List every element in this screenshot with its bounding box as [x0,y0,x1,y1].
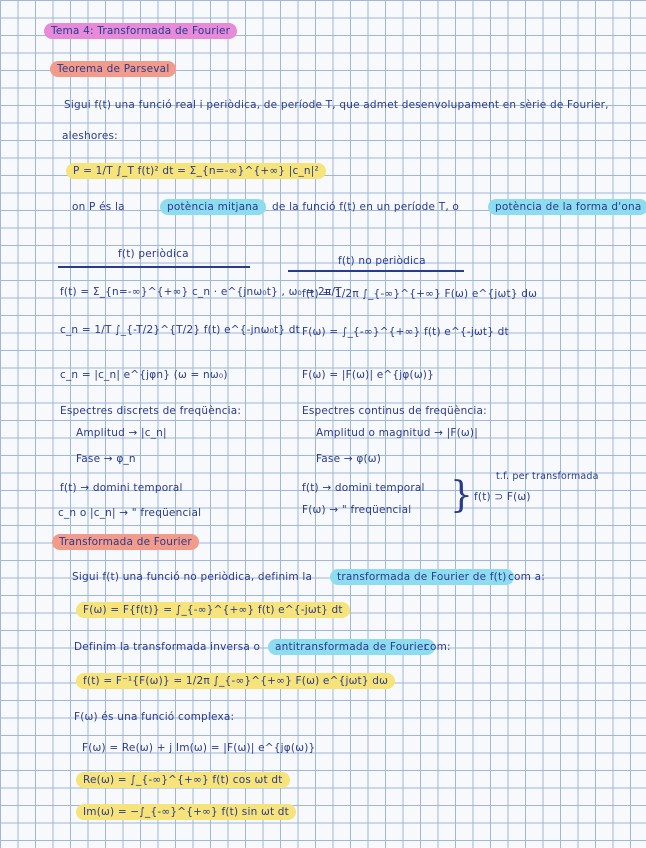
section-heading-fourier: Transformada de Fourier [52,534,199,550]
parseval-formula: P = 1/T ∫_T f(t)² dt = Σ_{n=-∞}^{+∞} |c_n|² [66,163,326,179]
right-row-freq-domain: F(ω) → " freqüencial [302,504,412,516]
right-row-transform: F(ω) = ∫_{-∞}^{+∞} f(t) e^{-jωt} dt [302,326,509,338]
transform-pair-note-small: t.f. per transformada [496,471,599,482]
inverse-line-prefix: Definim la transformada inversa o [74,641,261,653]
intro-line-2: aleshores: [62,130,118,142]
right-header-rule [288,270,464,272]
left-row-coefficient: c_n = 1/T ∫_{-T/2}^{T/2} f(t) e^{-jnω₀t} dt [60,324,300,336]
complex-decomposition-formula: F(ω) = Re(ω) + j Im(ω) = |F(ω)| e^{jφ(ω)} [82,742,316,754]
highlight-antitransform: antitransformada de Fourier [268,639,435,655]
inverse-line-suffix: com: [424,641,451,653]
highlight-mean-power: potència mitjana [160,199,266,215]
left-row-time-domain: f(t) → domini temporal [60,482,183,494]
left-row-spectra-title: Espectres discrets de freqüència: [60,405,242,417]
highlight-fourier-transform: transformada de Fourier de f(t) [330,569,514,585]
page-title: Tema 4: Transformada de Fourier [44,23,237,39]
transform-pair-note: f(t) ⊃ F(ω) [474,491,531,503]
right-row-polar: F(ω) = |F(ω)| e^{jφ(ω)} [302,369,434,381]
complex-function-line: F(ω) és una funció complexa: [74,711,235,723]
right-column-header: f(t) no periòdica [338,255,426,267]
highlight-waveform-power: potència de la forma d'ona [488,199,646,215]
right-row-time-domain: f(t) → domini temporal [302,482,425,494]
section-heading-parseval: Teorema de Parseval [50,61,176,77]
brace-symbol: } [450,475,473,516]
left-row-freq-domain: c_n o |c_n| → " freqüencial [58,507,202,519]
definition-line-prefix: Sigui f(t) una funció no periòdica, definim la [72,571,313,583]
right-row-spectra-title: Espectres continus de freqüència: [302,405,487,417]
left-row-amplitude: Amplitud → |c_n| [76,427,167,439]
where-prefix: on P és la [72,201,125,213]
inverse-transform-formula: f(t) = F⁻¹{F(ω)} = 1/2π ∫_{-∞}^{+∞} F(ω) e^{jωt} dω [76,673,395,689]
real-part-formula: Re(ω) = ∫_{-∞}^{+∞} f(t) cos ωt dt [76,772,290,788]
right-row-amplitude: Amplitud o magnitud → |F(ω)| [316,427,478,439]
definition-line-suffix: com a: [508,571,545,583]
left-column-header: f(t) periòdica [118,248,189,260]
where-middle: de la funció f(t) en un període T, o [272,201,460,213]
right-row-phase: Fase → φ(ω) [316,453,382,465]
intro-line-1: Sigui f(t) una funció real i periòdica, de període T, que admet desenvolupament en sèrie de Fourier, [64,99,609,111]
left-row-phase: Fase → φ_n [76,453,136,465]
fourier-transform-formula: F(ω) = F{f(t)} = ∫_{-∞}^{+∞} f(t) e^{-jωt} dt [76,602,350,618]
left-row-polar: c_n = |c_n| e^{jφn} (ω = nω₀) [60,369,228,381]
left-header-rule [58,266,250,268]
imaginary-part-formula: Im(ω) = −∫_{-∞}^{+∞} f(t) sin ωt dt [76,804,296,820]
left-row-series: f(t) = Σ_{n=-∞}^{+∞} c_n · e^{jnω₀t} , ω₀ = 2π/T [60,286,342,298]
right-row-inverse: f(t) = 1/2π ∫_{-∞}^{+∞} F(ω) e^{jωt} dω [302,288,538,300]
